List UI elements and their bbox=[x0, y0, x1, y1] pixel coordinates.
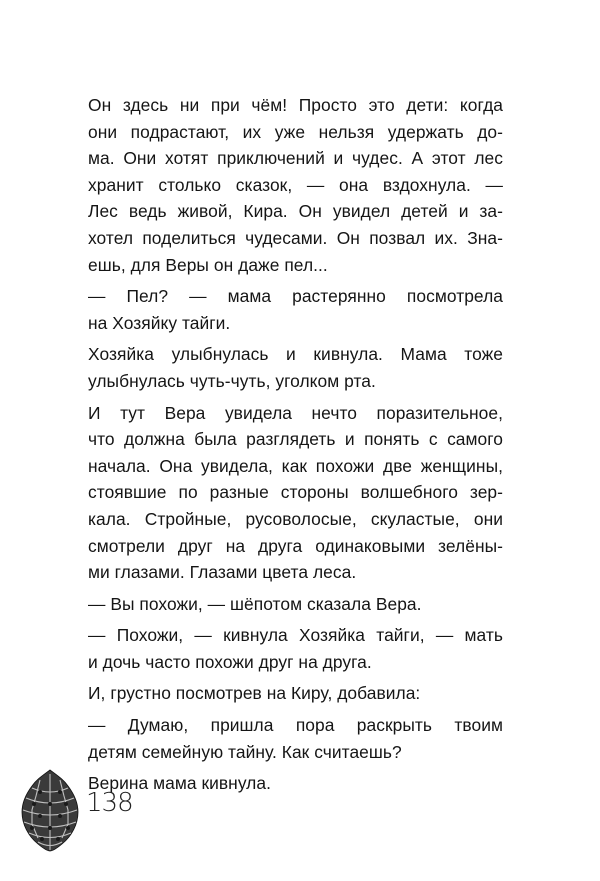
text-line: ми глазами. Глазами цвета леса. bbox=[88, 562, 357, 583]
text-line: Он здесь ни при чём! Просто это дети: когда bbox=[88, 95, 503, 115]
text-line: — Думаю, пришла пора раскрыть твоим bbox=[88, 715, 503, 736]
paragraph bbox=[88, 400, 503, 586]
text-line: что должна была разглядеть и понять с самого bbox=[88, 429, 503, 450]
text-line: на Хозяйку тайги. bbox=[88, 312, 231, 333]
paragraph bbox=[88, 283, 503, 336]
text-line: И тут Вера увидела нечто поразительное, bbox=[88, 402, 503, 423]
paragraph bbox=[88, 622, 503, 675]
paragraph bbox=[88, 341, 503, 394]
text-line: Лес ведь живой, Кира. Он увидел детей и за- bbox=[88, 201, 503, 222]
text-line: смотрели друг на друга одинаковыми зелёны- bbox=[88, 535, 503, 556]
text-line: и дочь часто похожи друг на друга. bbox=[88, 651, 372, 672]
text-line: — Пел? — мама растерянно посмотрела bbox=[88, 286, 503, 307]
text-line: начала. Она увидела, как похожи две женщины, bbox=[88, 455, 503, 476]
text-line: хранит столько сказок, — она вздохнула. — bbox=[88, 174, 503, 195]
text-line: И, грустно посмотрев на Киру, добавила: bbox=[88, 683, 421, 704]
text-line: Хозяйка улыбнулась и кивнула. Мама тоже bbox=[88, 344, 503, 365]
page-number: 138 bbox=[86, 788, 133, 818]
text-line: улыбнулась чуть-чуть, уголком рта. bbox=[88, 370, 376, 391]
text-line: ешь, для Веры он даже пел... bbox=[88, 254, 328, 275]
paragraph bbox=[88, 591, 503, 618]
text-line: детям семейную тайну. Как считаешь? bbox=[88, 741, 402, 762]
body-text bbox=[88, 92, 503, 797]
text-line: — Похожи, — кивнула Хозяйка тайги, — мать bbox=[88, 625, 503, 646]
pinecone-icon bbox=[18, 766, 82, 852]
paragraph bbox=[88, 712, 503, 765]
text-line: ма. Они хотят приключений и чудес. А этот лес bbox=[88, 148, 503, 169]
text-line: хотел поделиться чудесами. Он позвал их. Зна- bbox=[88, 227, 503, 248]
paragraph bbox=[88, 680, 503, 707]
text-line: Верина мама кивнула. bbox=[88, 773, 271, 794]
text-line: кала. Стройные, русоволосые, скуластые, они bbox=[88, 508, 503, 529]
page-footer bbox=[18, 766, 158, 856]
text-line: они подрастают, их уже нельзя удержать до- bbox=[88, 121, 503, 142]
paragraph bbox=[88, 92, 503, 278]
text-line: — Вы похожи, — шёпотом сказала Вера. bbox=[88, 593, 422, 614]
text-line: стоявшие по разные стороны волшебного зер- bbox=[88, 482, 503, 503]
